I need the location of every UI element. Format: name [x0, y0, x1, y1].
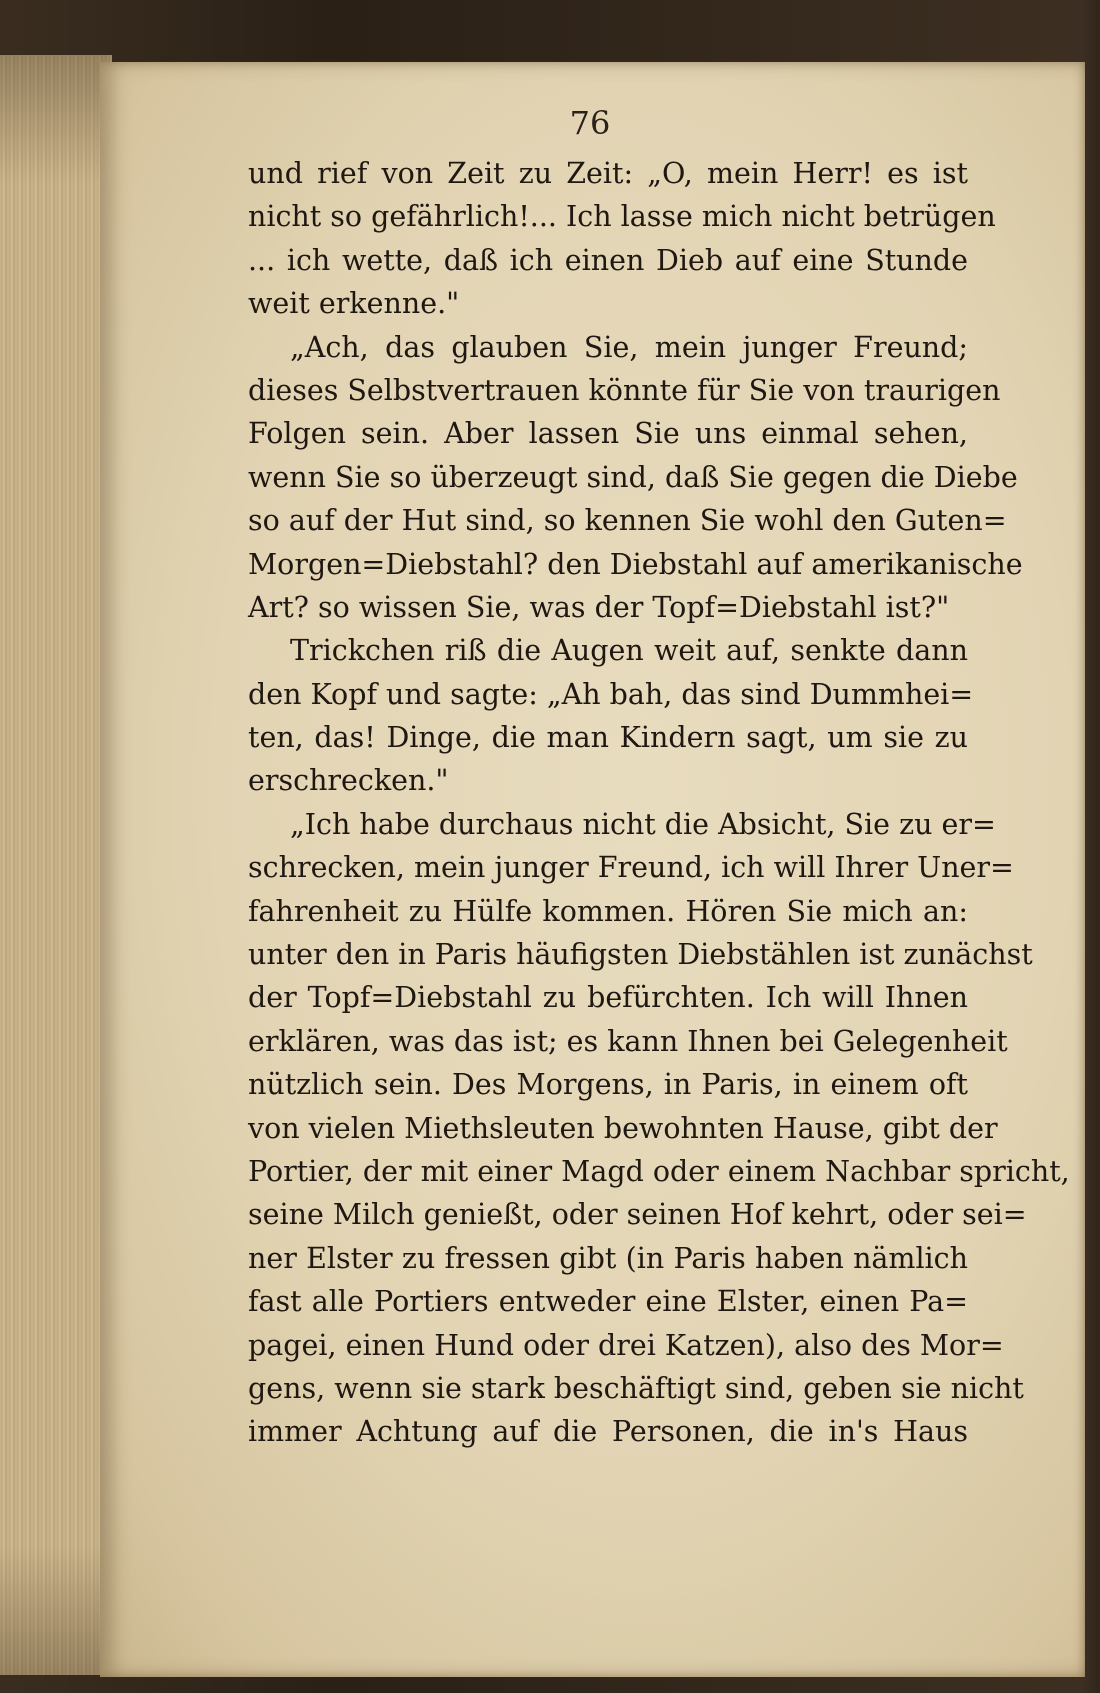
page-edges [0, 55, 112, 1675]
text-line: Art? so wissen Sie, was der Topf=Diebstahl ist?" [248, 590, 950, 624]
text-line: erschrecken." [248, 764, 449, 798]
text-line: nützlich sein. Des Morgens, in Paris, in einem oft [248, 1068, 968, 1102]
text-line: immer Achtung auf die Personen, die in's Haus [248, 1415, 968, 1449]
page-number: 76 [569, 104, 611, 142]
text-line: ner Elster zu fressen gibt (in Paris haben nämlich [248, 1241, 968, 1275]
page-edge-shadow [1082, 0, 1100, 1693]
text-line: der Topf=Diebstahl zu befürchten. Ich will Ihnen [248, 981, 968, 1015]
text-line: „Ich habe durchaus nicht die Absicht, Sie zu er= [290, 807, 996, 841]
text-line: erklären, was das ist; es kann Ihnen bei Gelegenheit [248, 1024, 1008, 1058]
text-line: „Ach, das glauben Sie, mein junger Freund; [290, 330, 968, 364]
text-line: so auf der Hut sind, so kennen Sie wohl den Guten= [248, 504, 1007, 538]
text-line: fahrenheit zu Hülfe kommen. Hören Sie mich an: [248, 894, 968, 928]
text-line: fast alle Portiers entweder eine Elster, einen Pa= [248, 1285, 968, 1319]
text-line: Morgen=Diebstahl? den Diebstahl auf amerikanische [248, 547, 1023, 581]
text-line: gens, wenn sie stark beschäftigt sind, geben sie nicht [248, 1371, 1024, 1405]
text-line: von vielen Miethsleuten bewohnten Hause, gibt der [248, 1111, 998, 1145]
text-line: Folgen sein. Aber lassen Sie uns einmal sehen, [248, 417, 968, 451]
text-line: den Kopf und sagte: „Ah bah, das sind Dummhei= [248, 677, 974, 711]
text-line: Trickchen riß die Augen weit auf, senkte dann [290, 634, 968, 668]
text-line: Portier, der mit einer Magd oder einem Nachbar spricht, [248, 1154, 1070, 1188]
text-line: nicht so gefährlich!... Ich lasse mich nicht betrügen [248, 200, 996, 234]
text-line: weit erkenne." [248, 287, 460, 321]
text-line: ... ich wette, daß ich einen Dieb auf eine Stunde [248, 243, 968, 277]
page-text [248, 152, 1070, 1454]
text-line: und rief von Zeit zu Zeit: „O, mein Herr! es ist [248, 157, 968, 190]
text-line: ten, das! Dinge, die man Kindern sagt, um sie zu [248, 721, 968, 755]
text-line: unter den in Paris häufigsten Diebstählen ist zunächst [248, 938, 1033, 972]
text-line: schrecken, mein junger Freund, ich will Ihrer Uner= [248, 851, 1014, 885]
text-line: seine Milch genießt, oder seinen Hof kehrt, oder sei= [248, 1198, 1027, 1232]
text-line: dieses Selbstvertrauen könnte für Sie von traurigen [248, 373, 1001, 407]
text-line: pagei, einen Hund oder drei Katzen), also des Mor= [248, 1328, 1004, 1362]
text-line: wenn Sie so überzeugt sind, daß Sie gegen die Diebe [248, 460, 1018, 494]
